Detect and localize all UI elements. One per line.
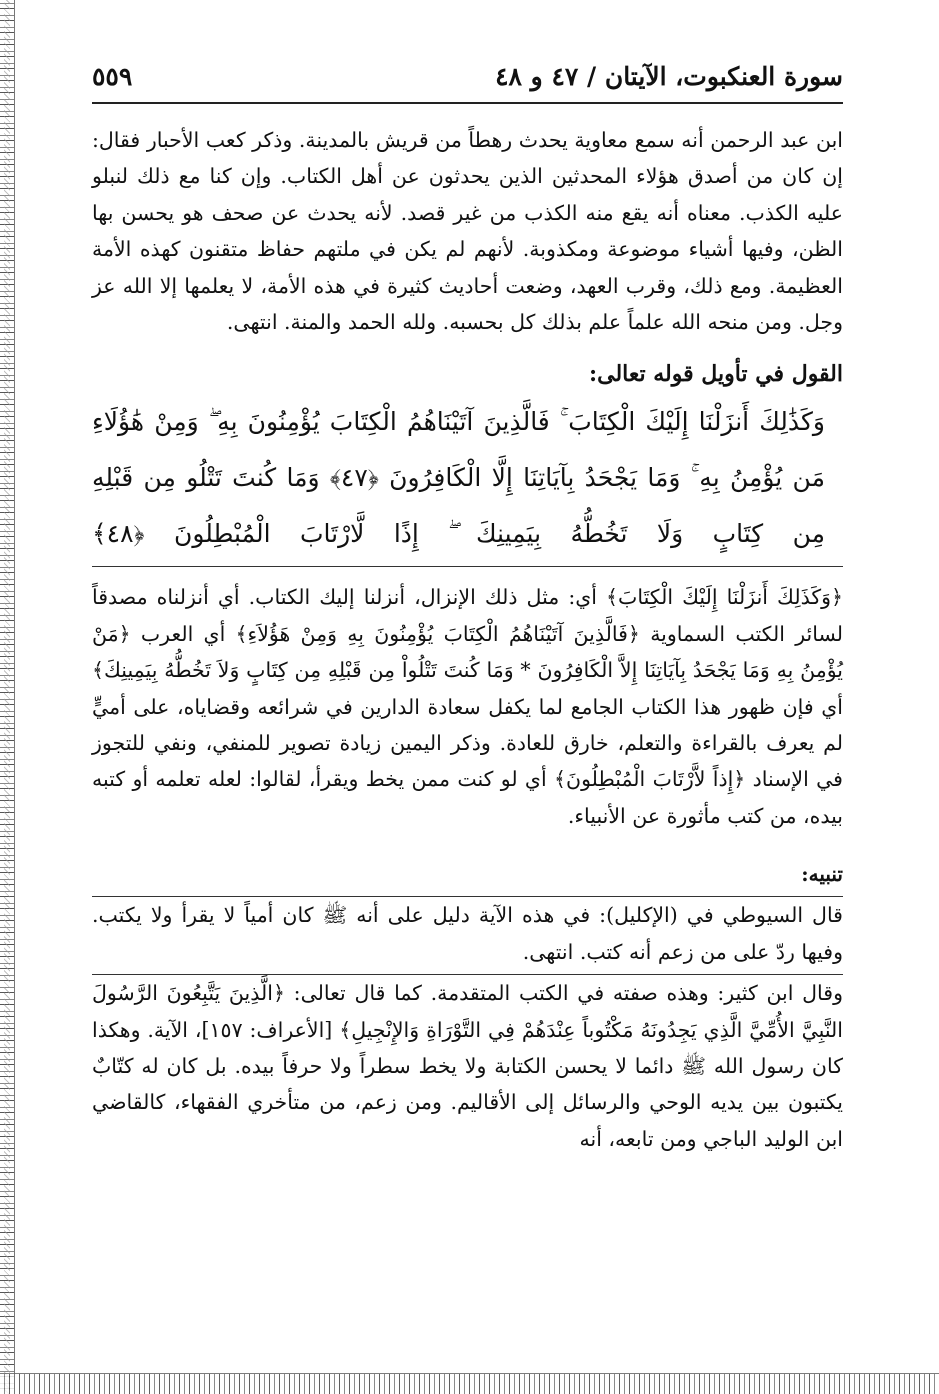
paragraph-1: ابن عبد الرحمن أنه سمع معاوية يحدث رهطاً من قريش بالمدينة. وذكر كعب الأحبار فقال: إن كان من أصدق هؤلاء المحدثين الذين يحدثون عن أهل الكتاب. وإن كنا مع ذلك لنبلو عليه الكذب. معناه أنه يقع منه الكذب من غير قصد. لأنه يحدث عن صحف هو يحسن بها الظن، وفيها أشياء موضوعة ومكذوبة. لأنهم لم يكن في ملتهم حفاظ متقنون كهذه الأمة العظيمة. ومع ذلك، وقرب العهد، وضعت أحاديث كثيرة في هذه الأمة، لا يعلمها إلا الله عز وجل. ومن منحه الله علماً علم بذلك كل بحسبه. ولله الحمد والمنة. انتهى.: [92, 128, 843, 335]
paragraph-2: ﴿وَكَذَلِكَ أَنزَلْنَا إِلَيْكَ الْكِتَابَ﴾ أي: مثل ذلك الإنزال، أنزلنا إليك الكتاب. أي أنزلناه مصدقاً لسائر الكتب السماوية ﴿فَالَّذِينَ آتَيْنَاهُمُ الْكِتَابَ يُؤْمِنُونَ بِهِ وَمِنْ هَؤُلاَءِ﴾ أي العرب ﴿مَنْ يُؤْمِنُ بِهِ وَمَا يَجْحَدُ بِآيَاتِنَا إِلاَّ الْكَافِرُونَ * وَمَا كُنتَ تَتْلُواْ مِن قَبْلِهِ مِن كِتَابٍ وَلاَ تَخُطُّهُ بِيَمِينِكَ﴾ أي فإن ظهور هذا الكتاب الجامع لما يكفل سعادة الدارين في شرائعه وقضاياه، على أميٍّ لم يعرف بالقراءة والتعلم، خارق للعادة. وذكر اليمين زيادة تصوير للمنفي، ونفي للتجوز في الإسناد ﴿إِذاً لاَّرْتَابَ الْمُبْطِلُونَ﴾ أي لو كنت ممن يخط ويقرأ، لقالوا: لعله تعلمه أو كتبه بيده، من كتب مأثورة عن الأنبياء.: [92, 585, 843, 828]
paragraph-3: قال السيوطي في (الإكليل): في هذه الآية دليل على أنه ﷺ كان أمياً لا يقرأ ولا يكتب. وفيها ردّ على من زعم أنه كتب. انتهى.: [92, 903, 843, 964]
notice-label: تنبيه:: [801, 862, 843, 887]
page-border-bottom: [0, 1373, 939, 1394]
page-body: [92, 122, 843, 1157]
page-border-left: [0, 0, 15, 1394]
section-heading: القول في تأويل قوله تعالى:: [589, 361, 843, 388]
paragraph-4: وقال ابن كثير: وهذه صفته في الكتب المتقدمة. كما قال تعالى: ﴿الَّذِينَ يَتَّبِعُونَ الرَّسُولَ النَّبِيَّ الأُمِّيَّ الَّذِي يَجِدُونَهُ مَكْتُوباً عِنْدَهُمْ فِي التَّوْرَاةِ وَالإِنْجِيلِ﴾ [الأعراف: ١٥٧]، الآية. وهكذا كان رسول الله ﷺ دائما لا يحسن الكتابة ولا يخط سطراً ولا حرفاً بيده. بل كان له كتّابٌ يكتبون بين يديه الوحي والرسائل إلى الأقاليم. ومن زعم، من متأخري الفقهاء، كالقاضي ابن الوليد الباجي ومن تابعه، أنه: [92, 981, 843, 1151]
running-header: [92, 58, 843, 104]
header-title: سورة العنكبوت، الآيتان / ٤٧ و ٤٨: [495, 62, 843, 91]
quran-verses: وَكَذَٰلِكَ أَنزَلْنَا إِلَيْكَ الْكِتَابَ ۚ فَالَّذِينَ آتَيْنَاهُمُ الْكِتَابَ يُؤْمِنُونَ بِهِ ۖ وَمِنْ هَٰؤُلَاءِ مَن يُؤْمِنُ بِهِ ۚ وَمَا يَجْحَدُ بِآيَاتِنَا إِلَّا الْكَافِرُونَ ﴿٤٧﴾ وَمَا كُنتَ تَتْلُو مِن قَبْلِهِ مِن كِتَابٍ وَلَا تَخُطُّهُ بِيَمِينِكَ ۖ إِذًا لَّارْتَابَ الْمُبْطِلُونَ ﴿٤٨﴾: [92, 407, 825, 549]
page-number: ٥٥٩: [92, 62, 133, 91]
